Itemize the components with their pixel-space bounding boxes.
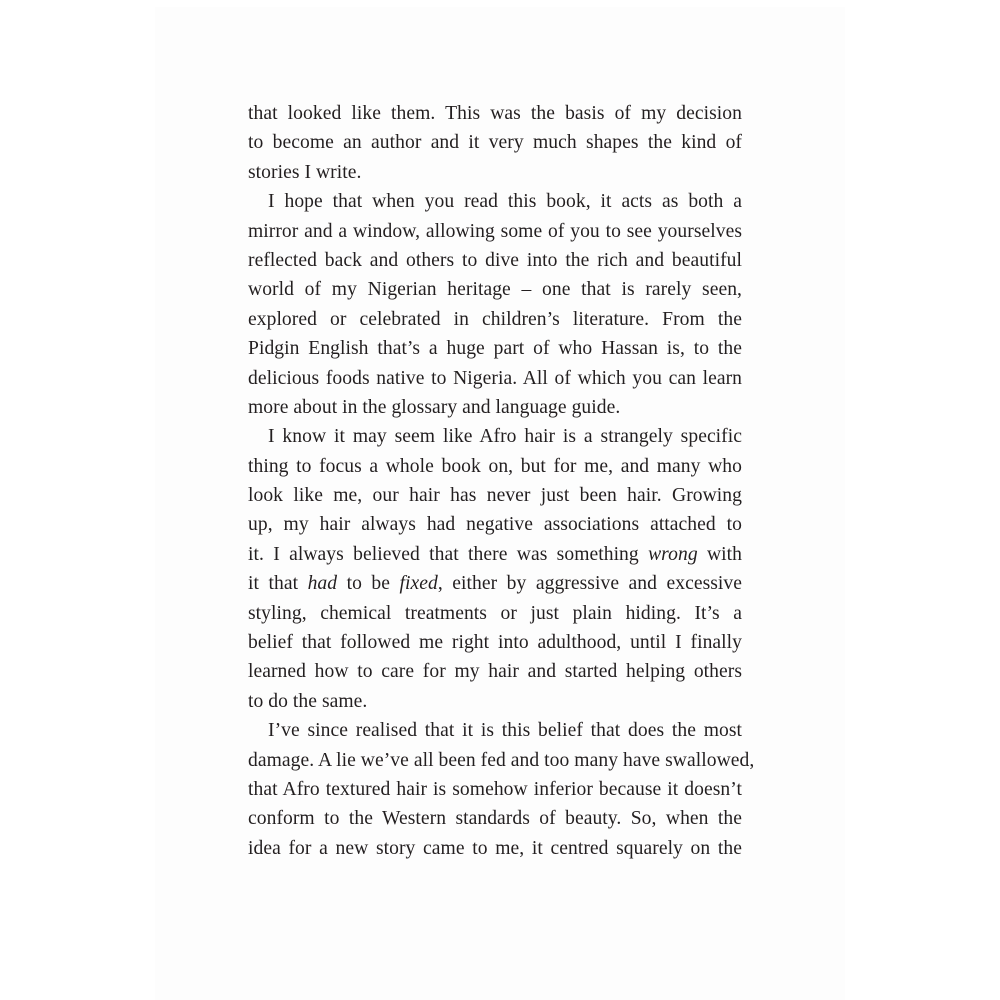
text-run: I know it may seem like Afro hair is a strangely specific bbox=[268, 426, 742, 448]
text-run: it that bbox=[248, 573, 308, 595]
text-line bbox=[248, 275, 742, 304]
text-run: to be bbox=[337, 573, 400, 595]
text-run: that Afro textured hair is somehow inferior because it doesn’t bbox=[248, 778, 742, 800]
text-run: damage. A lie we’ve all been fed and too many have swallowed, bbox=[248, 749, 755, 771]
text-line bbox=[248, 657, 742, 686]
paragraph bbox=[248, 187, 742, 422]
paragraph bbox=[248, 99, 742, 187]
text-line bbox=[248, 99, 742, 128]
text-line bbox=[248, 393, 742, 422]
text-line bbox=[248, 305, 742, 334]
text-run: more about in the glossary and language guide. bbox=[248, 396, 621, 418]
text-run: Pidgin English that’s a huge part of who Hassan is, to the bbox=[248, 338, 742, 360]
text-run: learned how to care for my hair and started helping others bbox=[248, 661, 742, 683]
text-line bbox=[248, 716, 742, 745]
text-line bbox=[248, 128, 742, 157]
text-line bbox=[248, 217, 742, 246]
text-run: world of my Nigerian heritage – one that is rarely seen, bbox=[248, 279, 742, 301]
italic-emphasis: had bbox=[307, 573, 338, 595]
text-line bbox=[248, 746, 755, 775]
text-run: up, my hair always had negative associations attached to bbox=[248, 514, 742, 536]
text-run: thing to focus a whole book on, but for me, and many who bbox=[248, 455, 742, 477]
text-line bbox=[248, 687, 742, 716]
text-run: with bbox=[697, 543, 743, 565]
text-run: it. I always believed that there was something bbox=[248, 543, 649, 565]
text-run: to do the same. bbox=[248, 690, 368, 712]
text-run: look like me, our hair has never just been hair. Growing bbox=[248, 485, 742, 507]
text-line bbox=[248, 628, 742, 657]
body-text bbox=[248, 99, 755, 863]
text-line bbox=[248, 364, 742, 393]
text-run: explored or celebrated in children’s literature. From the bbox=[248, 308, 742, 330]
text-run: mirror and a window, allowing some of you to see yourselves bbox=[248, 220, 742, 242]
text-line bbox=[248, 834, 742, 863]
text-line bbox=[248, 246, 742, 275]
text-line bbox=[248, 599, 742, 628]
text-line bbox=[248, 334, 742, 363]
italic-emphasis: fixed bbox=[399, 573, 438, 595]
text-line bbox=[248, 481, 742, 510]
text-line bbox=[248, 452, 742, 481]
text-run: delicious foods native to Nigeria. All of which you can learn bbox=[248, 367, 742, 389]
paragraph bbox=[248, 716, 755, 863]
text-line bbox=[248, 158, 742, 187]
text-line bbox=[248, 540, 742, 569]
text-line bbox=[248, 422, 742, 451]
paragraph bbox=[248, 422, 742, 716]
italic-emphasis: wrong bbox=[648, 543, 698, 565]
text-run: , either by aggressive and excessive bbox=[437, 573, 743, 595]
text-run: conform to the Western standards of beauty. So, when the bbox=[248, 808, 742, 830]
text-line bbox=[248, 187, 742, 216]
text-run: stories I write. bbox=[248, 161, 362, 183]
text-run: styling, chemical treatments or just plain hiding. It’s a bbox=[248, 602, 742, 624]
text-run: belief that followed me right into adulthood, until I finally bbox=[248, 632, 742, 654]
text-run: to become an author and it very much shapes the kind of bbox=[248, 132, 742, 154]
text-run: I hope that when you read this book, it acts as both a bbox=[268, 191, 742, 213]
text-line bbox=[248, 804, 742, 833]
text-line bbox=[248, 510, 742, 539]
text-run: I’ve since realised that it is this belief that does the most bbox=[268, 720, 742, 742]
text-run: reflected back and others to dive into the rich and beautiful bbox=[248, 249, 742, 271]
text-run: idea for a new story came to me, it centred squarely on the bbox=[248, 837, 742, 859]
text-run: that looked like them. This was the basis of my decision bbox=[248, 103, 742, 124]
text-line bbox=[248, 569, 742, 598]
text-line bbox=[248, 775, 742, 804]
